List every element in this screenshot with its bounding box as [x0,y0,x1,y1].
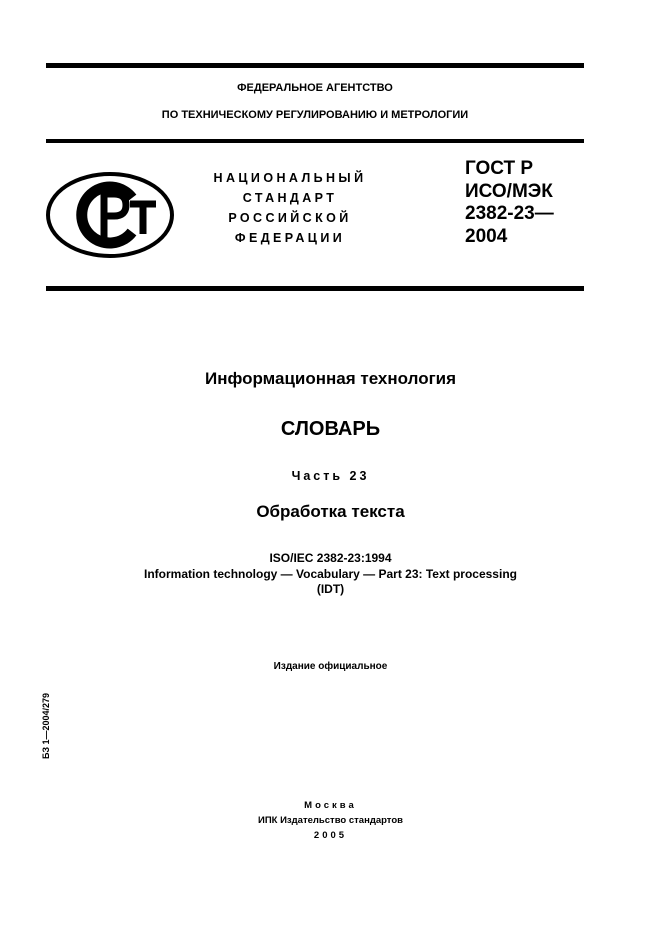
main-title: Информационная технология [204,369,457,388]
agency-line-2: ПО ТЕХНИЧЕСКОМУ РЕГУЛИРОВАНИЮ И МЕТРОЛОГИИ [161,109,469,121]
top-rule [46,63,584,68]
iso-reference-block [0,551,661,598]
national-standard-label [205,168,375,248]
standard-designation [465,158,554,248]
subtitle: СЛОВАРЬ [280,418,381,440]
part-number: Часть 23 [291,469,370,483]
national-standard-line-4: ФЕДЕРАЦИИ [234,231,346,245]
rst-logo-icon [46,172,174,258]
national-standard-line-3: РОССИЙСКОЙ [228,211,352,225]
designation-line-1: ГОСТ Р [465,158,534,179]
idt-marker: (IDT) [316,582,345,596]
title-rule [46,286,584,291]
side-code: БЗ 1—2004/279 [41,692,51,760]
publisher-year: 2005 [313,830,348,841]
publisher-block [0,798,661,843]
english-title: Information technology — Vocabulary — Part 23: Text processing [144,566,517,581]
publisher-city: Москва [304,800,357,811]
part-title: Обработка текста [256,502,405,521]
national-standard-line-1: НАЦИОНАЛЬНЫЙ [213,171,367,185]
designation-line-3: 2382-23— [465,203,554,224]
national-standard-line-2: СТАНДАРТ [242,191,338,205]
agency-line-1: ФЕДЕРАЛЬНОЕ АГЕНТСТВО [237,82,393,94]
edition-note: Издание официальное [273,661,388,672]
designation-line-4: 2004 [465,225,508,247]
designation-line-2: ИСО/МЭК [465,180,553,202]
header-rule [46,139,584,143]
publisher-name: ИПК Издательство стандартов [258,815,403,826]
iso-reference: ISO/IEC 2382-23:1994 [269,551,392,565]
